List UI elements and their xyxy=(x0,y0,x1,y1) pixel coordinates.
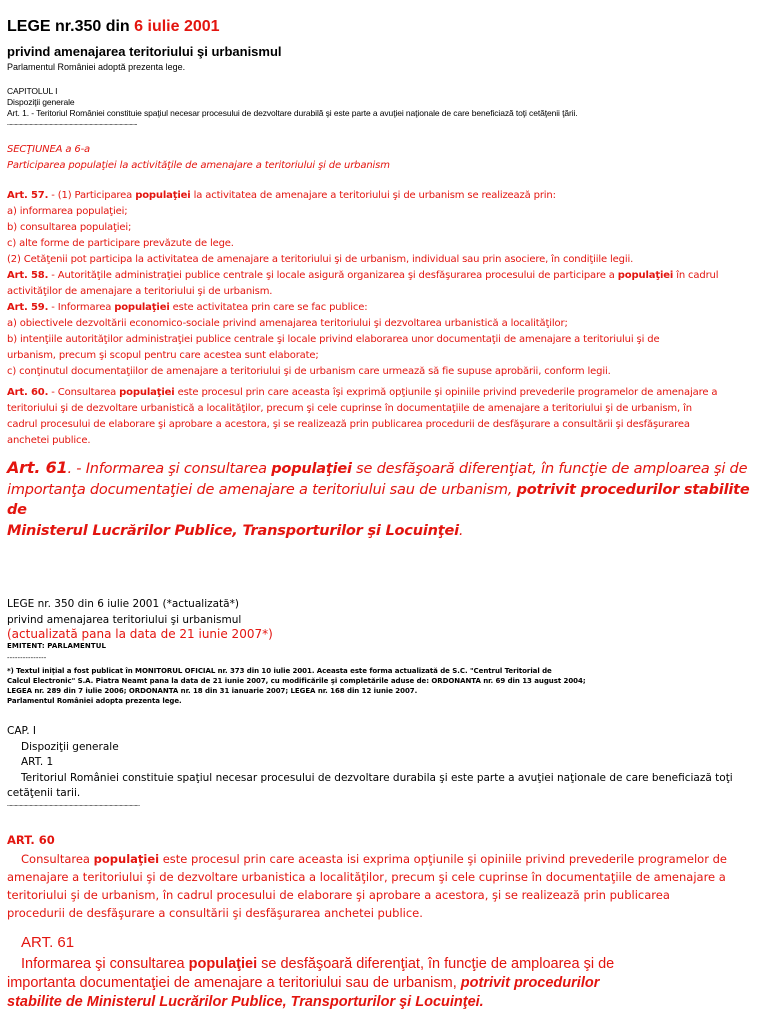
article-1-text: Art. 1. - Teritoriul României constituie spaţiul necesar procesului de dezvoltare durabilă şi este parte a avuţiei naţionale de care beneficiază toţi cetăţenii ţării. xyxy=(7,108,578,118)
title-date: 6 iulie 2001 xyxy=(134,18,220,35)
art-60-line-3: cadrul procesului de elaborare şi aprobare a acestora, şi se realizează prin publicarea procedurii de desfăşurare a consultării şi desfăşurarea xyxy=(7,419,690,430)
footnote-line-2: Calcul Electronic" S.A. Piatra Neamt pana la data de 21 iunie 2007, cu modificările şi completările aduse de: ORDONANTA nr. 69 din 13 august 2004; xyxy=(7,677,586,685)
art-59-item-a: a) obiectivele dezvoltării economico-sociale privind amenajarea teritoriului şi dezvoltarea urbanistică a localităţilor; xyxy=(7,318,568,329)
document-title xyxy=(7,18,220,36)
art-59-item-b-line-2: urbanism, precum şi scopul pentru care acestea sunt elaborate; xyxy=(7,350,319,361)
chapter-block xyxy=(7,86,578,119)
footnote-line-4: Parlamentul României adopta prezenta lege. xyxy=(7,697,182,705)
section-title: Participarea populaţiei la activităţile de amenajare a teritoriului şi de urbanism xyxy=(7,160,390,171)
updated-art-60-text xyxy=(7,850,759,922)
art-59-item-b-line-1: b) intenţiile autorităţilor administraţiei publice centrale şi locale privind elaborarea unor documentaţii de amenajare a teritoriului şi de xyxy=(7,334,660,345)
updated-art-61-line-1: Informarea şi consultarea populaţiei se desfăşoară diferenţiat, în funcţie de amploarea şi de xyxy=(21,956,615,972)
updated-art-60-line-2: amenajare a teritoriului şi de dezvoltare urbanistica a localităţilor, precum şi cele cuprinse în documentaţiile de amenajare a xyxy=(7,870,726,884)
adoption-line: Parlamentul României adoptă prezenta lege. xyxy=(7,62,186,72)
article-60 xyxy=(7,385,761,449)
footnote-line-1: *) Textul iniţial a fost publicat în MONITORUL OFICIAL nr. 373 din 10 iulie 2001. Aceasta este forma actualizată de S.C. "Centrul Teritorial de xyxy=(7,667,552,675)
emitent-line: EMITENT: PARLAMENTUL xyxy=(7,642,107,650)
art-58-line-2: activităţilor de amenajare a teritoriului şi de urbanism. xyxy=(7,286,273,297)
updated-law-header xyxy=(7,596,241,628)
art-61-line-1: Art. 61. - Informarea şi consultarea populaţiei se desfăşoară diferenţiat, în funcţie de amploarea şi de xyxy=(7,458,748,477)
document-subtitle: privind amenajarea teritoriului şi urbanismul xyxy=(7,44,282,59)
art-61-line-2: importanţa documentaţiei de amenajare a teritoriului sau de urbanism, potrivit procedurilor stabilite de xyxy=(7,481,750,518)
footnote-line-3: LEGEA nr. 289 din 7 iulie 2006; ORDONANTA nr. 18 din 31 ianuarie 2007; LEGEA nr. 168 din 12 iunie 2007. xyxy=(7,687,418,695)
articles-57-59 xyxy=(7,188,761,380)
updated-chapter-name: Dispoziţii generale xyxy=(21,740,119,753)
updated-art-61-line-3: stabilite de Ministerul Lucrărilor Publice, Transporturilor şi Locuinţei. xyxy=(7,994,484,1010)
section-label: SECŢIUNEA a 6-a xyxy=(7,144,90,155)
updated-art-60-heading: ART. 60 xyxy=(7,833,55,847)
updated-art-61-text xyxy=(7,955,757,1012)
art-57-item-c: c) alte forme de participare prevăzute de lege. xyxy=(7,238,234,249)
footnote-block xyxy=(7,666,586,706)
updated-art-60-line-4: procedurii de desfăşurare a consultării şi desfăşurarea anchetei publice. xyxy=(7,906,423,920)
article-61 xyxy=(7,458,761,541)
updated-art-61-heading: ART. 61 xyxy=(21,934,75,951)
art-61-line-3: Ministerul Lucrărilor Publice, Transporturilor şi Locuinţei. xyxy=(7,522,464,539)
updated-art-1-label: ART. 1 xyxy=(21,756,54,768)
chapter-label: CAPITOLUL I xyxy=(7,86,58,96)
title-prefix: LEGE nr.350 din xyxy=(7,18,135,35)
art-59-intro: Art. 59. - Informarea populaţiei este activitatea prin care se fac publice: xyxy=(7,302,368,313)
art-57-item-b: b) consultarea populaţiei; xyxy=(7,222,132,233)
updated-separator-dots: .......................................................................................................... xyxy=(7,800,140,808)
chapter-name: Dispoziţii generale xyxy=(7,97,75,107)
art-57-para-2: (2) Cetăţenii pot participa la activitatea de amenajare a teritoriului şi de urbanism, individual sau prin asociere, în condiţiile legii. xyxy=(7,254,634,265)
updated-law-title: LEGE nr. 350 din 6 iulie 2001 (*actualizată*) xyxy=(7,598,239,610)
updated-art-1-line-2: cetăţenii tarii. xyxy=(7,787,81,799)
updated-art-60-line-1: Consultarea populaţiei este procesul prin care aceasta isi exprima opţiunile şi opiniile privind prevederile programelor de xyxy=(21,852,727,866)
updated-chapter-block xyxy=(7,724,733,802)
updated-art-60-line-3: teritoriului şi de urbanism, în cadrul procesului de elaborare şi aprobare a acestora, şi se realizează prin publicarea xyxy=(7,888,670,902)
dashes-separator: --------------- xyxy=(7,654,47,662)
updated-art-1-line-1: Teritoriul României constituie spaţiul necesar procesului de dezvoltare durabila şi este parte a avuţiei naţionale de care beneficiază toţi xyxy=(21,771,733,784)
art-59-item-c: c) conţinutul documentaţiilor de amenajare a teritoriului şi de urbanism care urmează să fie supuse aprobării, conform legii. xyxy=(7,366,611,377)
art-60-line-4: anchetei publice. xyxy=(7,435,91,446)
updated-law-subject: privind amenajarea teritoriului şi urbanismul xyxy=(7,614,242,626)
updated-art-61-line-2: importanta documentaţiei de amenajare a teritoriului sau de urbanism, potrivit procedurilor xyxy=(7,975,600,991)
art-57-item-a: a) informarea populaţiei; xyxy=(7,206,128,217)
separator-dots: ........................................................................................................ xyxy=(7,119,137,127)
art-58-line-1: Art. 58. - Autorităţile administraţiei publice centrale şi locale asigură organizarea şi desfăşurarea procesului de participare a populaţiei în cadrul xyxy=(7,270,719,281)
section-heading xyxy=(7,142,390,174)
art-60-line-2: teritoriului şi de dezvoltare urbanistică a localităţilor, precum şi cele cuprinse în documentaţiile de amenajare a teritoriului şi de urbanism, în xyxy=(7,403,692,414)
updated-date-note: (actualizată pana la data de 21 iunie 2007*) xyxy=(7,627,273,641)
updated-chapter-label: CAP. I xyxy=(7,725,36,737)
art-60-line-1: Art. 60. - Consultarea populaţiei este procesul prin care aceasta îşi exprimă opţiunile şi opiniile privind prevederile programelor de amenajare a xyxy=(7,387,718,398)
art-57-intro: Art. 57. - (1) Participarea populaţiei la activitatea de amenajare a teritoriului şi de urbanism se realizează prin: xyxy=(7,190,556,201)
